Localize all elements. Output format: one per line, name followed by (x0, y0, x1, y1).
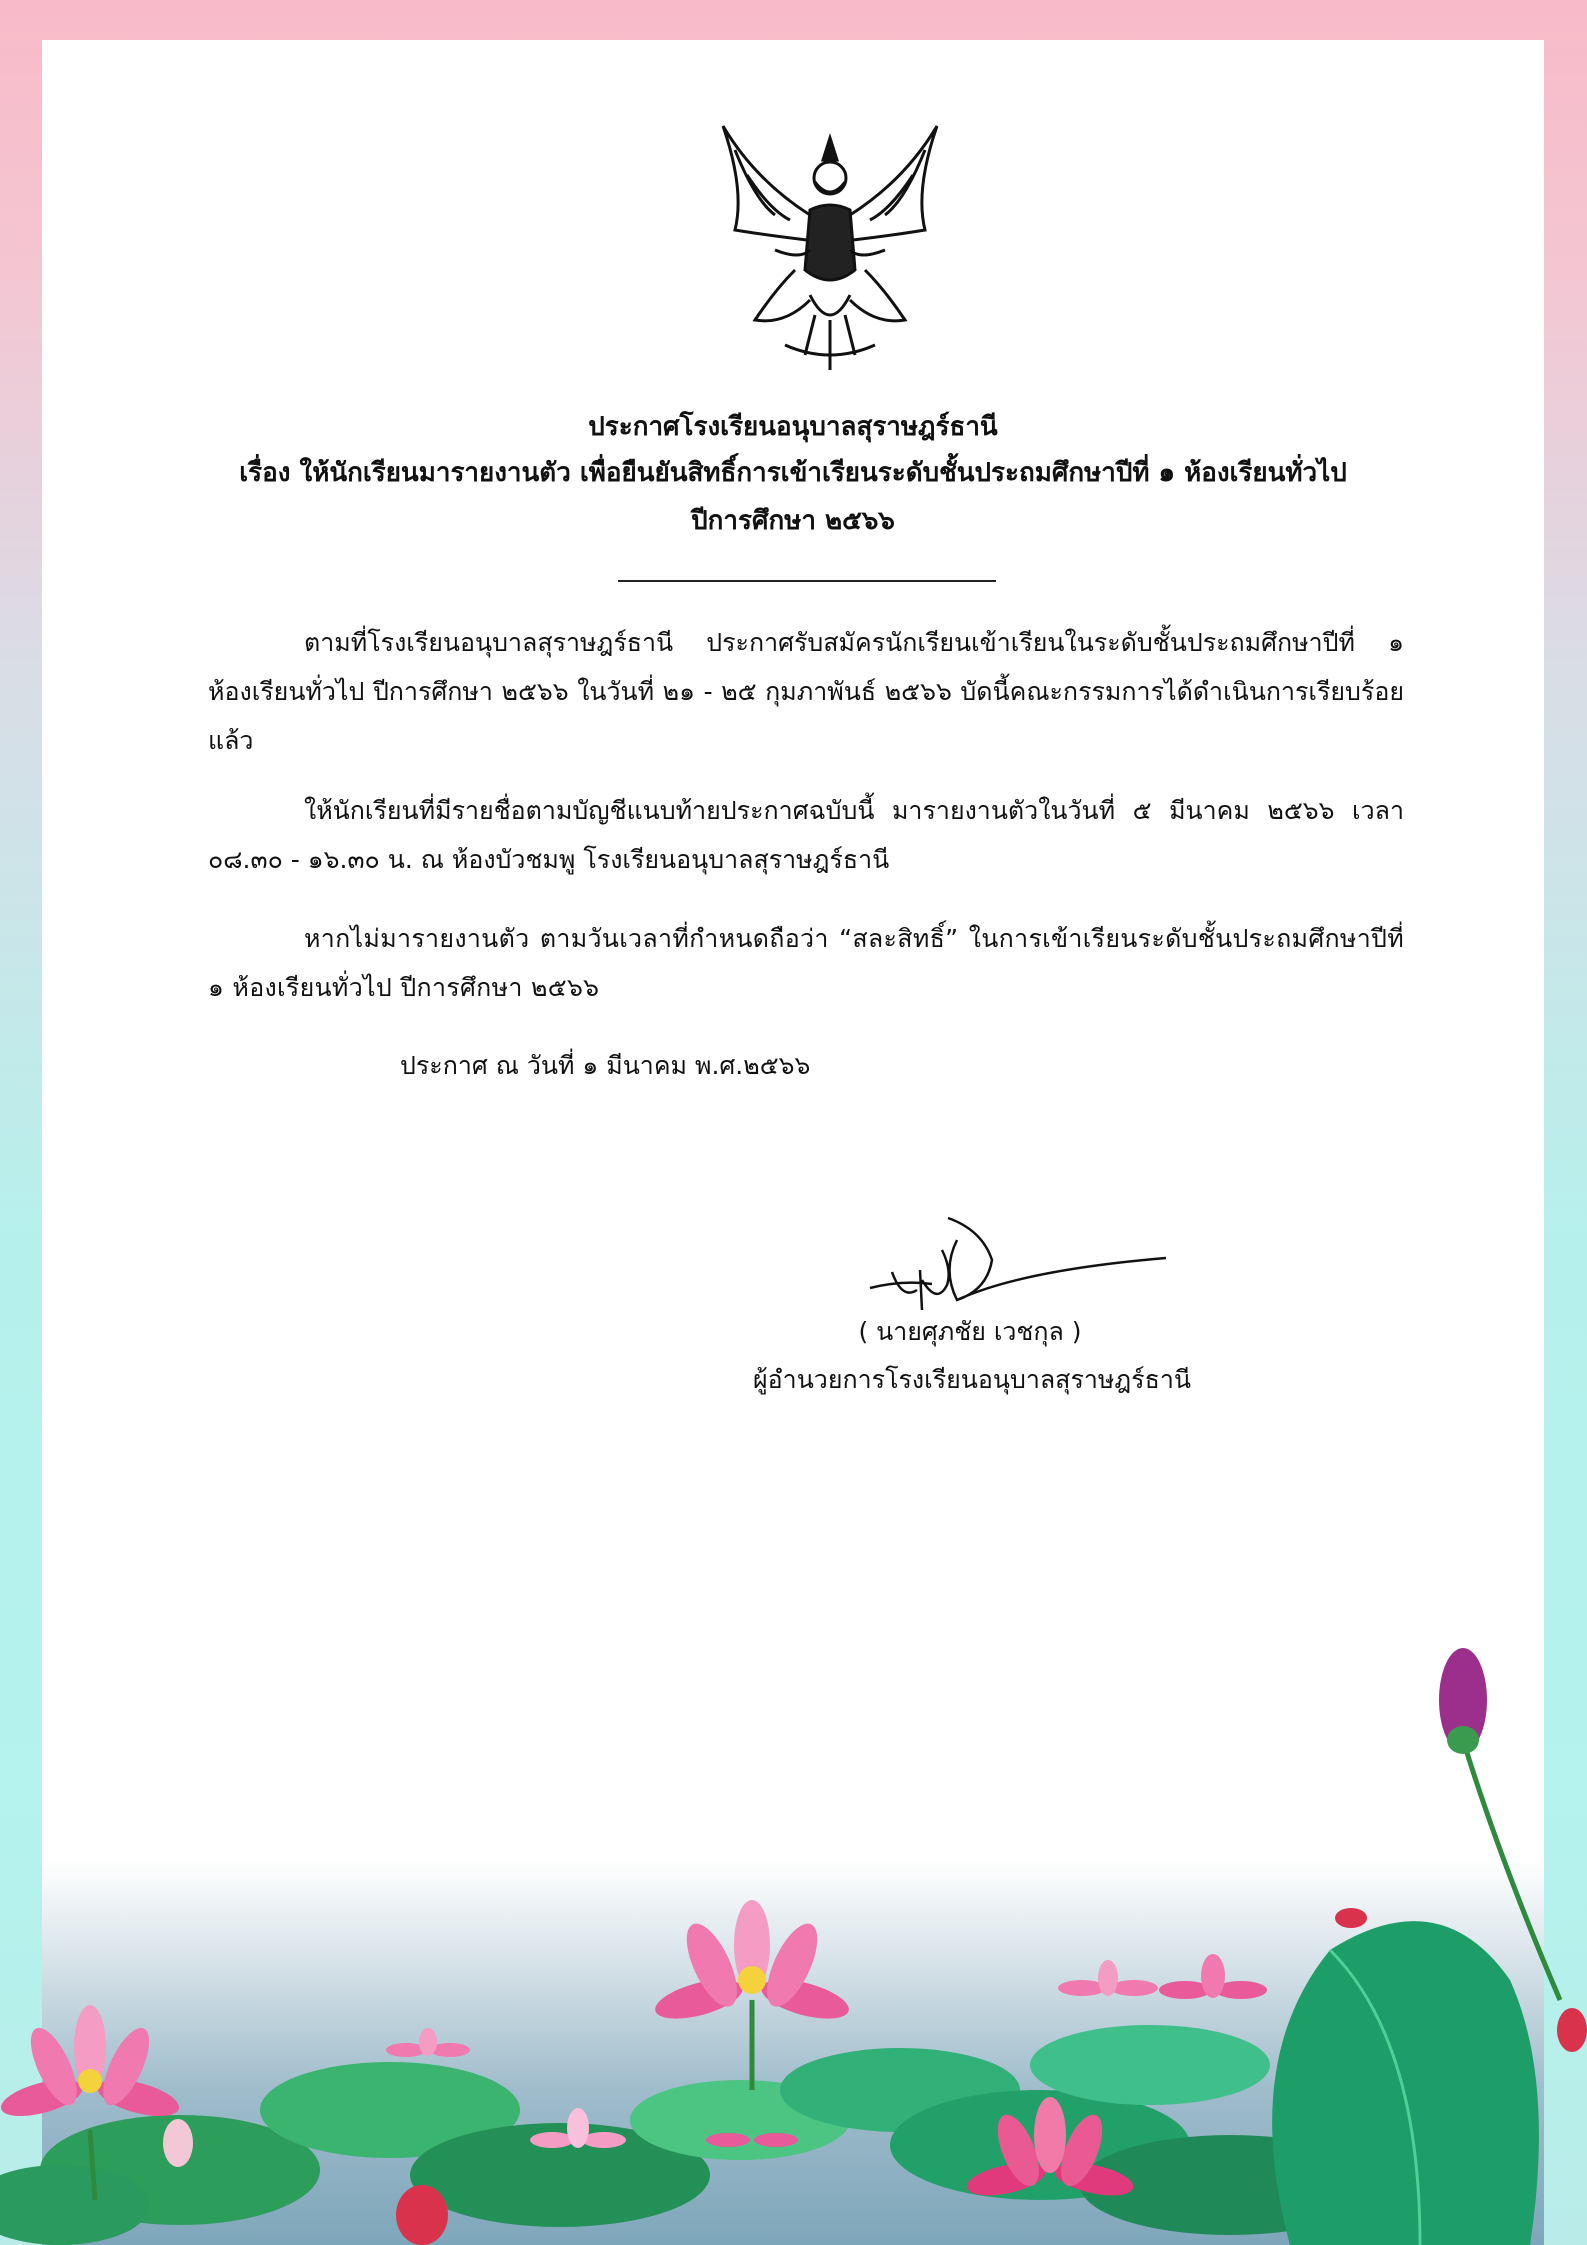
signer-position: ผู้อำนวยการโรงเรียนอนุบาลสุราษฎร์ธานี (753, 1365, 1191, 1394)
paragraph-1: ตามที่โรงเรียนอนุบาลสุราษฎร์ธานี ประกาศรับสมัครนักเรียนเข้าเรียนในระดับชั้นประถมศึกษาปีที่ ๑ ห้องเรียนทั่วไป ปีการศึกษา ๒๕๖๖ ในวันที่ ๒๑ - ๒๕ กุมภาพันธ์ ๒๕๖๖ บัดนี้คณะกรรมการได้ดำเนินการเรียบร้อยแล้ว (208, 628, 1404, 755)
announce-date: ประกาศ ณ วันที่ ๑ มีนาคม พ.ศ.๒๕๖๖ (400, 1051, 811, 1080)
paragraph-2: ให้นักเรียนที่มีรายชื่อตามบัญชีแนบท้ายประกาศฉบับนี้ มารายงานตัวในวันที่ ๕ มีนาคม ๒๕๖๖ เวลา ๐๘.๓๐ - ๑๖.๓๐ น. ณ ห้องบัวชมพู โรงเรียนอนุบาลสุราษฎร์ธานี (208, 796, 1404, 874)
announcement-subject-year: ปีการศึกษา ๒๕๖๖ (691, 506, 895, 536)
document-page (42, 40, 1544, 2245)
announcement-title: ประกาศโรงเรียนอนุบาลสุราษฎร์ธานี (588, 412, 998, 442)
paragraph-3: หากไม่มารายงานตัว ตามวันเวลาที่กำหนดถือว่า “สละสิทธิ์” ในการเข้าเรียนระดับชั้นประถมศึกษาปีที่ ๑ ห้องเรียนทั่วไป ปีการศึกษา ๒๕๖๖ (208, 924, 1404, 1002)
signer-name: ( นายศุภชัย เวชกุล ) (858, 1317, 1082, 1346)
garuda-emblem-icon (715, 120, 945, 380)
water-background (42, 1860, 1544, 2245)
title-divider (618, 580, 996, 582)
announcement-subject: เรื่อง ให้นักเรียนมารายงานตัว เพื่อยืนยันสิทธิ์การเข้าเรียนระดับชั้นประถมศึกษาปีที่ ๑ ห้องเรียนทั่วไป (239, 458, 1347, 488)
